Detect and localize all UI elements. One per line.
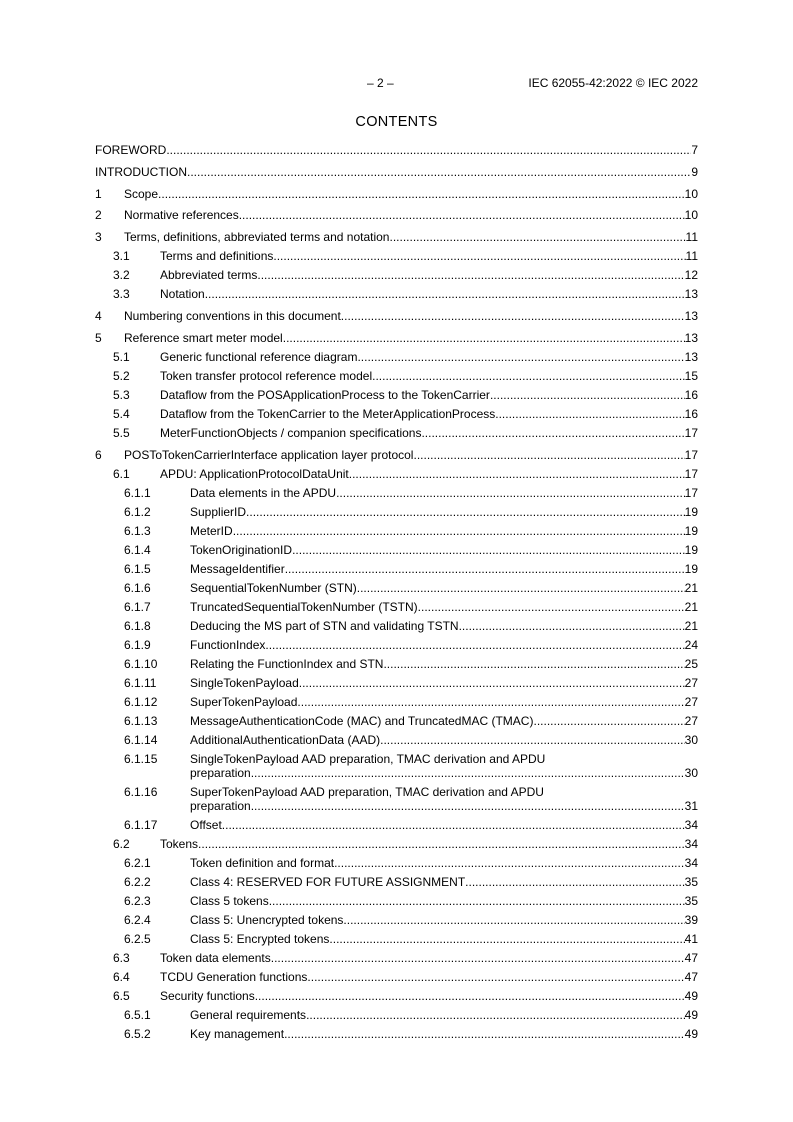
toc-entry-title: FOREWORD [95,143,167,157]
toc-entry[interactable] [95,448,698,462]
toc-entry-page: 21 [684,599,698,614]
toc-entry-page: 17 [684,425,698,440]
toc-entry-number: 6.1.11 [124,675,157,690]
toc-entry-page: 35 [684,874,698,889]
dot-leader [459,619,685,633]
toc-entry-page: 10 [684,208,698,223]
toc-entry-number: 6.1.3 [124,523,151,538]
dot-leader [341,309,685,323]
toc-entry-number: 6.1.15 [124,751,158,766]
toc-entry-page: 11 [685,249,698,264]
toc-entry-number: 6.1.13 [124,713,158,728]
toc-entry-page: 13 [684,308,698,323]
toc-entry[interactable] [95,249,698,263]
toc-entry[interactable] [95,970,698,984]
toc-entry-number: 3.2 [113,268,130,283]
dot-leader [257,268,684,282]
toc-entry-number: 6.1.6 [124,580,151,595]
toc-entry-title: Terms and definitions [160,249,274,264]
toc-entry-number: 6.5.2 [124,1026,151,1041]
toc-entry[interactable] [95,369,698,383]
dot-leader [307,970,684,984]
toc-entry-number: 6.5.1 [124,1007,151,1022]
toc-entry-number: 6.1.7 [124,599,151,614]
toc-entry[interactable] [95,230,698,244]
toc-entry[interactable] [95,143,698,157]
toc-entry-number: 6.1.8 [124,618,151,633]
toc-entry-page: 27 [684,675,698,690]
toc-entry-page: 12 [684,268,698,283]
toc-entry-page: 27 [684,713,698,728]
toc-entry-title: Class 5 tokens [190,893,269,908]
toc-entry-title: Dataflow from the POSApplicationProcess to the TokenCarrier [160,387,490,402]
toc-entry[interactable] [95,287,698,301]
toc-entry[interactable] [95,752,698,780]
toc-entry[interactable] [95,600,698,614]
toc-entry-page: 49 [684,988,698,1003]
dot-leader [334,856,685,870]
toc-entry-title: MeterID [190,523,233,538]
toc-entry-number: 6.1.16 [124,784,158,799]
toc-entry-page: 30 [684,765,698,780]
toc-entry-number: 3.1 [113,249,130,264]
dot-leader [357,350,684,364]
toc-entry-title: Data elements in the APDU [190,485,337,500]
dot-leader [383,657,684,671]
toc-entry-page: 19 [684,523,698,538]
toc-entry-number: 5 [95,330,102,345]
toc-entry[interactable] [95,268,698,282]
toc-entry-page: 15 [684,368,698,383]
toc-entry[interactable] [95,875,698,889]
toc-entry[interactable] [95,581,698,595]
toc-entry[interactable] [95,187,698,201]
toc-entry[interactable] [95,657,698,671]
dot-leader [255,989,685,1003]
toc-entry-number: 6.2 [113,836,130,851]
toc-entry-title-line: SingleTokenPayload AAD preparation, TMAC derivation and APDU [190,751,546,766]
toc-entry-number: 6.3 [113,950,130,965]
dot-leader [495,407,684,421]
toc-entry-title: MeterFunctionObjects / companion specifications [160,425,422,440]
toc-entry-title: TCDU Generation functions [160,969,308,984]
page-number: – 2 – [367,76,394,90]
toc-entry[interactable] [95,856,698,870]
toc-entry-page: 17 [684,447,698,462]
dot-leader [158,187,685,201]
toc-entry-title: Generic functional reference diagram [160,349,358,364]
toc-entry-title: Notation [160,287,205,302]
toc-entry-number: 6.1.9 [124,637,151,652]
dot-leader [269,894,685,908]
toc-entry-page: 11 [685,230,698,245]
toc-entry-title: Normative references [124,208,239,223]
dot-leader [222,818,685,832]
dot-leader [187,165,691,179]
toc-entry-title: TokenOriginationID [190,542,293,557]
toc-entry-number: 6.1.5 [124,561,151,576]
toc-entry-title: AdditionalAuthenticationData (AAD) [190,732,381,747]
toc-entry-title: General requirements [190,1007,307,1022]
toc-entry-page: 16 [684,387,698,402]
toc-entry-title: Key management [190,1026,285,1041]
toc-entry-number: 6.2.3 [124,893,151,908]
toc-entry-number: 3.3 [113,287,130,302]
table-of-contents [95,143,698,1041]
toc-entry-page: 21 [684,580,698,595]
toc-entry-title: SupplierID [190,504,247,519]
toc-entry[interactable] [95,785,698,813]
toc-entry[interactable] [95,818,698,832]
dot-leader [418,600,685,614]
toc-entry[interactable] [95,619,698,633]
toc-entry[interactable] [95,208,698,222]
toc-entry-number: 3 [95,230,102,245]
dot-leader [533,714,684,728]
dot-leader [271,951,685,965]
toc-entry-page: 13 [684,287,698,302]
dot-leader [389,230,685,244]
toc-entry-title: SequentialTokenNumber (STN) [190,580,357,595]
dot-leader [299,676,685,690]
toc-entry-title: Class 5: Encrypted tokens [190,931,330,946]
dot-leader [421,426,684,440]
toc-entry-number: 6.1.14 [124,732,158,747]
toc-entry[interactable] [95,951,698,965]
dot-leader [343,913,684,927]
dot-leader [198,837,685,851]
dot-leader [205,287,685,301]
toc-entry-page: 7 [691,143,698,157]
toc-entry[interactable] [95,1008,698,1022]
toc-entry-page: 13 [684,349,698,364]
toc-entry[interactable] [95,913,698,927]
toc-entry-title: Terms, definitions, abbreviated terms and notation [124,230,390,245]
toc-entry-title: INTRODUCTION [95,164,187,179]
toc-entry-number: 6.4 [113,969,130,984]
toc-entry-number: 6.2.5 [124,931,151,946]
toc-entry-page: 31 [684,798,698,813]
toc-entry-number: 1 [95,186,102,201]
toc-entry-number: 6.5 [113,988,130,1003]
toc-entry-number: 2 [95,208,102,223]
toc-entry-title: MessageAuthenticationCode (MAC) and TruncatedMAC (TMAC) [190,713,534,728]
dot-leader [336,486,685,500]
toc-entry-title: SuperTokenPayload [190,694,298,709]
toc-entry-page: 34 [684,855,698,870]
toc-entry-title: Tokens [160,836,199,851]
toc-entry-page: 25 [684,656,698,671]
toc-entry-page: 19 [684,504,698,519]
dot-leader [306,1008,685,1022]
toc-entry-page: 10 [684,186,698,201]
toc-entry-page: 19 [684,561,698,576]
toc-entry-title: FunctionIndex [190,637,266,652]
toc-entry-page: 41 [684,931,698,946]
dot-leader [251,799,685,813]
toc-entry-title: Token transfer protocol reference model [160,368,373,383]
toc-entry-page: 30 [684,732,698,747]
toc-entry[interactable] [95,309,698,323]
toc-entry[interactable] [95,837,698,851]
dot-leader [239,208,685,222]
toc-entry[interactable] [95,165,698,179]
dot-leader [284,1027,685,1041]
toc-entry-title: Scope [124,186,159,201]
toc-entry-page: 34 [684,836,698,851]
toc-entry-page: 17 [684,485,698,500]
dot-leader [297,695,684,709]
dot-leader [465,875,684,889]
toc-entry-title: Numbering conventions in this document [124,308,341,323]
toc-entry-title: preparation [190,765,251,780]
toc-entry[interactable] [95,505,698,519]
toc-entry-page: 16 [684,406,698,421]
toc-entry[interactable] [95,562,698,576]
toc-entry[interactable] [95,388,698,402]
toc-entry[interactable] [95,350,698,364]
toc-entry-title: POSToTokenCarrierInterface application layer protocol [124,447,414,462]
dot-leader [372,369,685,383]
toc-entry-title: Deducing the MS part of STN and validating TSTN [190,618,459,633]
toc-entry[interactable] [95,407,698,421]
toc-entry-number: 6.1.4 [124,542,151,557]
dot-leader [283,331,685,345]
toc-entry-page: 34 [684,817,698,832]
toc-entry-title: preparation [190,798,251,813]
toc-entry-page: 39 [684,912,698,927]
toc-entry-number: 6.1.2 [124,504,151,519]
dot-leader [246,505,685,519]
toc-entry[interactable] [95,543,698,557]
toc-entry[interactable] [95,932,698,946]
toc-entry-page: 35 [684,893,698,908]
toc-entry-title: Offset [190,817,222,832]
dot-leader [233,524,685,538]
dot-leader [285,562,685,576]
toc-entry-title: Security functions [160,988,255,1003]
dot-leader [357,581,685,595]
toc-entry-title: Token data elements [160,950,271,965]
toc-entry-page: 47 [684,950,698,965]
dot-leader [413,448,684,462]
toc-entry[interactable] [95,467,698,481]
toc-entry-title: SingleTokenPayload [190,675,299,690]
toc-entry-title: Reference smart meter model [124,330,283,345]
dot-leader [273,249,685,263]
dot-leader [380,733,685,747]
toc-entry-number: 6.1.1 [124,485,151,500]
toc-entry[interactable] [95,426,698,440]
toc-entry-number: 6.2.1 [124,855,151,870]
dot-leader [265,638,684,652]
toc-entry-number: 5.3 [113,387,130,402]
toc-entry-page: 17 [684,466,698,481]
toc-entry-page: 9 [691,164,698,179]
toc-entry-number: 6.1.17 [124,817,158,832]
toc-entry-title-line: SuperTokenPayload AAD preparation, TMAC derivation and APDU [190,784,544,799]
toc-entry-page: 47 [684,969,698,984]
toc-entry-title: TruncatedSequentialTokenNumber (TSTN) [190,599,418,614]
toc-entry-number: 6.1.10 [124,656,158,671]
toc-entry-title: APDU: ApplicationProtocolDataUnit [160,466,349,481]
page-title: CONTENTS [355,114,438,130]
toc-entry-page: 49 [684,1026,698,1041]
toc-entry[interactable] [95,486,698,500]
toc-entry-page: 49 [684,1007,698,1022]
toc-entry-title: Token definition and format [190,855,335,870]
toc-entry-page: 27 [684,694,698,709]
toc-entry[interactable] [95,676,698,690]
toc-entry[interactable] [95,695,698,709]
toc-entry-title: MessageIdentifier [190,561,285,576]
dot-leader [329,932,684,946]
toc-entry-number: 4 [95,308,102,323]
dot-leader [490,388,685,402]
toc-entry-title: Dataflow from the TokenCarrier to the MeterApplicationProcess [160,406,496,421]
toc-entry-title: Relating the FunctionIndex and STN [190,656,384,671]
toc-entry[interactable] [95,989,698,1003]
toc-entry-page: 24 [684,637,698,652]
toc-entry[interactable] [95,1027,698,1041]
toc-entry-number: 6.2.4 [124,912,151,927]
toc-entry-title: Class 5: Unencrypted tokens [190,912,344,927]
document-reference: IEC 62055-42:2022 © IEC 2022 [528,76,698,90]
toc-entry-page: 19 [684,542,698,557]
toc-entry-number: 6.1 [113,466,130,481]
toc-entry-title: Class 4: RESERVED FOR FUTURE ASSIGNMENT [190,874,466,889]
toc-entry-page: 13 [684,330,698,345]
toc-entry[interactable] [95,524,698,538]
dot-leader [251,766,685,780]
toc-entry-title: Abbreviated terms [160,268,258,283]
toc-entry-number: 5.4 [113,406,130,421]
toc-entry-number: 5.5 [113,425,130,440]
toc-entry-number: 6.1.12 [124,694,158,709]
toc-entry[interactable] [95,714,698,728]
dot-leader [166,143,691,157]
toc-entry[interactable] [95,894,698,908]
toc-entry-number: 5.1 [113,349,130,364]
toc-entry-number: 6 [95,447,102,462]
toc-entry[interactable] [95,638,698,652]
dot-leader [292,543,685,557]
toc-entry-number: 6.2.2 [124,874,151,889]
toc-entry[interactable] [95,331,698,345]
toc-entry[interactable] [95,733,698,747]
toc-entry-page: 21 [684,618,698,633]
dot-leader [349,467,685,481]
toc-entry-number: 5.2 [113,368,130,383]
